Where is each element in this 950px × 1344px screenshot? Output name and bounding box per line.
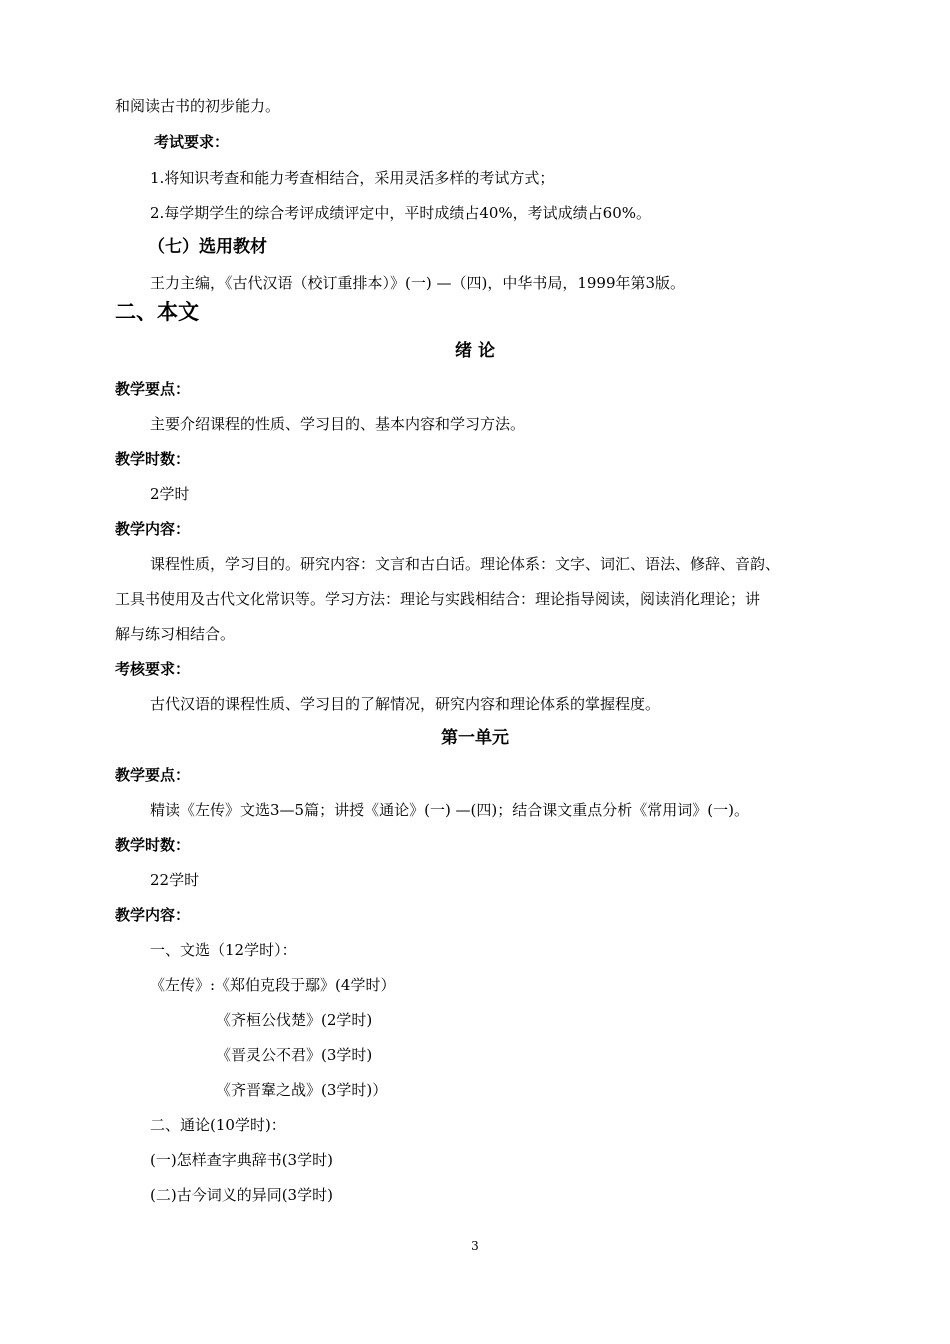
unit1-hours-heading: 教学时数： — [115, 836, 191, 854]
unit1-zuozhuan-3: 《晋灵公不君》(3学时) — [216, 1046, 373, 1064]
exam-requirements-heading: 考试要求： — [154, 133, 230, 151]
exam-requirement-1: 1.将知识考查和能力考查相结合，采用灵活多样的考试方式； — [150, 169, 555, 187]
xulun-assess: 古代汉语的课程性质、学习目的了解情况，研究内容和理论体系的掌握程度。 — [150, 695, 661, 713]
xulun-hours-heading: 教学时数： — [115, 450, 191, 468]
page-number: 3 — [471, 1239, 479, 1253]
unit1-hours: 22学时 — [150, 871, 200, 889]
xulun-content-heading: 教学内容： — [115, 520, 191, 538]
section-title: 二、本文 — [115, 299, 199, 324]
unit1-tonglun-2: (二)古今词义的异同(3学时) — [150, 1186, 333, 1204]
unit1-wenxuan: 一、文选（12学时）： — [150, 941, 297, 959]
xulun-title: 绪 论 — [455, 341, 495, 361]
unit1-points: 精读《左传》文选3—5篇；讲授《通论》(一) —(四)；结合课文重点分析《常用词》(一)。 — [150, 801, 749, 819]
unit1-content-heading: 教学内容： — [115, 906, 191, 924]
xulun-points: 主要介绍课程的性质、学习目的、基本内容和学习方法。 — [150, 415, 526, 433]
paragraph-continuation: 和阅读古书的初步能力。 — [115, 97, 281, 115]
unit1-points-heading: 教学要点： — [115, 766, 191, 784]
xulun-content-line-2: 工具书使用及古代文化常识等。学习方法：理论与实践相结合：理论指导阅读，阅读消化理论；讲 — [115, 590, 761, 608]
xulun-content-line-3: 解与练习相结合。 — [115, 625, 236, 643]
unit1-title: 第一单元 — [441, 728, 509, 748]
exam-requirement-2: 2.每学期学生的综合考评成绩评定中，平时成绩占40%，考试成绩占60%。 — [150, 204, 651, 222]
xulun-hours: 2学时 — [150, 485, 190, 503]
unit1-zuozhuan-2: 《齐桓公伐楚》(2学时) — [216, 1011, 373, 1029]
unit1-tonglun: 二、通论(10学时)： — [150, 1116, 286, 1134]
unit1-zuozhuan-4: 《齐晋鞌之战》(3学时)） — [216, 1081, 388, 1099]
unit1-tonglun-1: (一)怎样查字典辞书(3学时) — [150, 1151, 333, 1169]
unit1-zuozhuan-1: 《左传》:《郑伯克段于鄢》(4学时） — [150, 976, 396, 994]
xulun-content-line-1: 课程性质，学习目的。研究内容：文言和古白话。理论体系：文字、词汇、语法、修辞、音韵、 — [150, 555, 781, 573]
textbook-heading: （七）选用教材 — [148, 237, 267, 257]
textbook-text: 王力主编，《古代汉语（校订重排本）》(一) —（四)，中华书局，1999年第3版。 — [150, 274, 686, 292]
xulun-assess-heading: 考核要求： — [115, 660, 191, 678]
xulun-points-heading: 教学要点： — [115, 380, 191, 398]
